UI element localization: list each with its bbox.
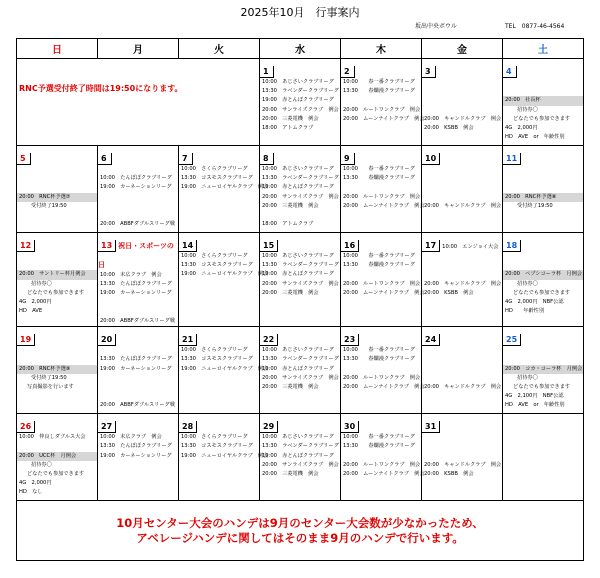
- event-line: 19:00 赤とんぼクラブリーグ: [262, 271, 334, 278]
- empty-day-cell: [503, 414, 584, 501]
- event-line: 10:00 末広クラブ 例会: [100, 272, 162, 278]
- spacer: [422, 174, 502, 183]
- day-number: 28: [179, 421, 197, 433]
- spacer: [503, 78, 583, 87]
- event-line: 10:00 仲良しダブルス大会: [19, 434, 86, 441]
- event-line: 10:00 春一番クラブリーグ: [343, 347, 415, 354]
- spacer: [503, 87, 583, 96]
- event-line: 20:00 サンライズクラブ 例会: [262, 461, 339, 468]
- event-line: 19:00 カーネーションリーグ: [100, 452, 172, 459]
- spacer: [422, 165, 502, 174]
- event-line: 20:00 KSBB 例会: [424, 289, 474, 296]
- banner-cell: [17, 59, 260, 146]
- event-line: 20:00 キャンドルクラブ 例会: [424, 202, 502, 209]
- event-line: 20:00 ムーンナイトクラブ 例会: [343, 470, 425, 477]
- day-cell: [422, 233, 503, 327]
- spacer: [422, 193, 502, 202]
- event-line: 20:00 サンライズクラブ 例会: [262, 280, 339, 287]
- day-cell: [341, 59, 425, 146]
- event-line: 20:00 KSBB 例会: [424, 124, 474, 131]
- spacer: [17, 183, 97, 192]
- day-number: 21: [179, 334, 197, 346]
- spacer: [422, 346, 502, 355]
- event-line: HD なし: [19, 489, 43, 496]
- spacer: [98, 308, 178, 317]
- event-line: 10:00 さくらクラブリーグ: [181, 253, 248, 259]
- day-number: 7: [179, 153, 193, 165]
- calendar-week: [17, 146, 584, 233]
- event-line: 19:00 カーネーションリーグ: [100, 184, 172, 191]
- event-line: 10:00 春一番クラブリーグ: [343, 79, 415, 85]
- day-cell: [341, 327, 425, 414]
- event-line: 4G 2,100円 NBF公認: [505, 393, 564, 400]
- day-number: 11: [503, 153, 521, 165]
- event-line: 20:00 キャンドルクラブ 例会: [424, 115, 502, 122]
- event-line: 18:00 アトムクラブ: [262, 221, 314, 228]
- event-line: 13:30 春爛漫クラブリーグ: [343, 175, 415, 182]
- day-cell: [17, 146, 98, 233]
- day-number: 31: [422, 421, 440, 433]
- calendar-week: [17, 327, 584, 414]
- spacer: [503, 355, 583, 364]
- spacer: [17, 174, 97, 183]
- event-line: 20:00 ABBFダブルスリーグ戦: [100, 221, 175, 228]
- event-line: 13:30 ラベンダークラブリーグ: [262, 443, 339, 450]
- spacer: [98, 374, 178, 383]
- day-cell: [422, 414, 503, 501]
- featured-event: 20:00 ペプシコーラ杯 月例会: [503, 270, 583, 279]
- event-line: 20:00 三菱電機 例会: [262, 384, 319, 390]
- day-number: 5: [17, 153, 31, 165]
- event-line: 20:00 三菱電機 例会: [262, 202, 319, 209]
- event-line: 19:00 ニューロイヤルクラブ 例会: [181, 365, 269, 372]
- featured-event: 20:00 コカ・コーラ杯 月例会: [503, 365, 583, 374]
- featured-event: 20:00 UCC杯 月例会: [17, 452, 97, 461]
- weekday-tuesday: 火: [179, 39, 260, 59]
- event-line: 20:00 ルートワンクラブ 例会: [343, 280, 421, 287]
- spacer: [422, 96, 502, 105]
- spacer: [341, 183, 421, 192]
- spacer: [98, 202, 178, 211]
- spacer: [260, 211, 340, 220]
- spacer: [341, 365, 421, 374]
- event-line: 10:00 あじさいクラブリーグ: [262, 79, 334, 85]
- day-number: 27: [98, 421, 116, 433]
- event-line: どなたでも参加できます: [27, 289, 85, 296]
- spacer: [422, 365, 502, 374]
- day-cell: [17, 233, 98, 327]
- handicap-notice-line2: アベレージハンデに関してはそのまま9月のハンデで行います。: [136, 530, 464, 545]
- day-cell: [17, 327, 98, 414]
- day-number: 14: [179, 240, 197, 252]
- day-number: 18: [503, 240, 521, 252]
- spacer: [503, 165, 583, 174]
- event-line: 20:00 ムーンナイトクラブ 例会: [343, 289, 425, 296]
- spacer: [98, 211, 178, 220]
- page-title: 2025年10月 行事案内: [240, 6, 360, 19]
- event-line: 20:00 キャンドルクラブ 例会: [424, 461, 502, 468]
- event-line: 20:00 KSBB 例会: [424, 470, 474, 477]
- day-cell: [503, 59, 584, 146]
- event-line: 20:00 三菱電機 例会: [262, 471, 319, 477]
- day-number: 20: [98, 334, 116, 346]
- day-number: 16: [341, 240, 359, 252]
- event-line: 13:30 コスモスクラブリーグ: [181, 175, 253, 182]
- day-cell: [422, 146, 503, 233]
- event-line: 招待券〇: [31, 461, 52, 468]
- weekday-sunday: 日: [17, 39, 98, 59]
- event-calendar: [16, 38, 584, 561]
- event-line: 13:30 たんぽぽクラブリーグ: [100, 281, 172, 288]
- event-line: 19:00 赤とんぼクラブリーグ: [262, 452, 334, 459]
- calendar-week: [17, 59, 584, 146]
- day-number: 15: [260, 240, 278, 252]
- spacer: [422, 374, 502, 383]
- day-cell: [17, 414, 98, 501]
- event-line: 10:00 さくらクラブリーグ: [181, 434, 248, 441]
- event-line: 10:00 末広クラブ 例会: [100, 434, 162, 441]
- handicap-notice-line1: 10月センター大会のハンデは9月のセンター大会数が少なかったため、: [116, 515, 484, 530]
- event-line: 20:00 ルートワンクラブ 例会: [343, 374, 421, 381]
- spacer: [17, 261, 97, 270]
- event-line: 13:30 コスモスクラブリーグ: [181, 356, 253, 363]
- event-line: 20:00 ルートワンクラブ 例会: [343, 193, 421, 200]
- event-line: 10:00 春一番クラブリーグ: [343, 253, 415, 259]
- holiday-label: 祝日・スポーツの日: [98, 242, 174, 269]
- day-cell: [341, 233, 425, 327]
- center-name: 坂出中央ボウル: [415, 23, 457, 30]
- event-line: 20:00 ルートワンクラブ 例会: [343, 461, 421, 468]
- day-cell: [98, 414, 179, 501]
- event-line: 19:00 ニューロイヤルクラブ 例会: [181, 452, 269, 459]
- day-cell: [260, 327, 341, 414]
- event-line: 10:00 あじさいクラブリーグ: [262, 166, 334, 172]
- day-number: 23: [341, 334, 359, 346]
- day-number: 29: [260, 421, 278, 433]
- event-line: HD 年齢性別: [505, 308, 545, 315]
- event-line: 20:00 キャンドルクラブ 例会: [424, 280, 502, 287]
- spacer: [341, 452, 421, 461]
- event-line: 19:00 カーネーションリーグ: [100, 290, 172, 297]
- day-cell: [260, 59, 341, 146]
- spacer: [341, 96, 421, 105]
- day-number: 17: [422, 240, 440, 252]
- event-line: 10:00 エンジョイ大会: [442, 244, 499, 250]
- event-line: 写真撮影を行います: [27, 383, 74, 390]
- featured-event: 20:00 サントリー杯月例会: [17, 270, 97, 279]
- day-number: 6: [98, 153, 112, 165]
- day-number: 19: [17, 334, 35, 346]
- day-number: 22: [260, 334, 278, 346]
- spacer: [422, 261, 502, 270]
- event-line: 4G 2,000円: [505, 124, 538, 131]
- event-line: 13:30 たんぽぽクラブリーグ: [100, 443, 172, 450]
- spacer: [341, 270, 421, 279]
- handicap-notice: [17, 501, 584, 561]
- spacer: [503, 346, 583, 355]
- event-line: 招待券〇: [517, 374, 538, 381]
- day-cell: [503, 327, 584, 414]
- event-line: 19:00 赤とんぼクラブリーグ: [262, 365, 334, 372]
- spacer: [422, 183, 502, 192]
- event-line: 13:30 春爛漫クラブリーグ: [343, 262, 415, 269]
- event-line: どなたでも参加できます: [513, 289, 571, 296]
- spacer: [503, 252, 583, 261]
- event-line: 受付終了19:50: [31, 202, 67, 209]
- event-line: 20:00 ABBFダブルスリーグ戦: [100, 402, 175, 409]
- event-line: 13:30 春爛漫クラブリーグ: [343, 443, 415, 450]
- event-line: 20:00 サンライズクラブ 例会: [262, 374, 339, 381]
- event-line: 10:00 春一番クラブリーグ: [343, 166, 415, 172]
- event-line: 18:00 アトムクラブ: [262, 125, 314, 132]
- spacer: [422, 78, 502, 87]
- spacer: [98, 193, 178, 202]
- spacer: [422, 355, 502, 364]
- spacer: [17, 165, 97, 174]
- event-line: 10:00 あじさいクラブリーグ: [262, 434, 334, 441]
- event-line: 13:30 春爛漫クラブリーグ: [343, 88, 415, 95]
- day-number: 30: [341, 421, 359, 433]
- day-cell: [260, 233, 341, 327]
- spacer: [98, 299, 178, 308]
- event-line: どなたでも参加できます: [27, 470, 85, 477]
- spacer: [422, 452, 502, 461]
- spacer: [503, 261, 583, 270]
- day-number: 3: [422, 66, 436, 78]
- day-cell: [98, 233, 179, 327]
- weekday-friday: 金: [422, 39, 503, 59]
- spacer: [98, 392, 178, 401]
- day-cell: [503, 233, 584, 327]
- day-number: 1: [260, 66, 274, 78]
- weekday-wednesday: 水: [260, 39, 341, 59]
- event-line: 20:00 三菱電機 例会: [262, 115, 319, 122]
- spacer: [422, 252, 502, 261]
- event-line: 20:00 サンライズクラブ 例会: [262, 106, 339, 113]
- phone-number: TEL 0877-46-4564: [505, 23, 565, 30]
- event-line: 10:00 あじさいクラブリーグ: [262, 253, 334, 259]
- spacer: [422, 87, 502, 96]
- day-number: 13: [98, 240, 116, 252]
- event-line: 19:00 赤とんぼクラブリーグ: [262, 184, 334, 191]
- spacer: [503, 183, 583, 192]
- spacer: [503, 174, 583, 183]
- day-number: 25: [503, 334, 521, 346]
- event-line: 19:00 ニューロイヤルクラブ 例会: [181, 271, 269, 278]
- event-line: 10:00 春一番クラブリーグ: [343, 434, 415, 441]
- spacer: [422, 433, 502, 442]
- event-line: 13:30 ラベンダークラブリーグ: [262, 356, 339, 363]
- event-line: 13:30 ラベンダークラブリーグ: [262, 175, 339, 182]
- spacer: [17, 355, 97, 364]
- event-line: 13:30 コスモスクラブリーグ: [181, 262, 253, 269]
- event-line: 10:00 あじさいクラブリーグ: [262, 347, 334, 354]
- featured-event: 20:00 RNC杯予選⑦: [17, 193, 97, 202]
- spacer: [17, 252, 97, 261]
- spacer: [17, 346, 97, 355]
- event-line: 20:00 ABBFダブルスリーグ戦: [100, 317, 175, 324]
- event-line: 20:00 ムーンナイトクラブ 例会: [343, 202, 425, 209]
- day-number: 24: [422, 334, 440, 346]
- event-line: 受付終了19:50: [517, 202, 553, 209]
- day-number: 4: [503, 66, 517, 78]
- spacer: [98, 165, 178, 174]
- event-line: 13:30 ラベンダークラブリーグ: [262, 88, 339, 95]
- event-line: 招待券〇: [517, 280, 538, 287]
- event-line: 招待券〇: [517, 106, 538, 113]
- event-line: どなたでも参加できます: [513, 383, 571, 390]
- day-cell: [503, 146, 584, 233]
- event-line: 受付終了19:50: [31, 374, 67, 381]
- calendar-week: [17, 233, 584, 327]
- spacer: [422, 106, 502, 115]
- day-cell: [422, 59, 503, 146]
- day-cell: [98, 327, 179, 414]
- rnc-deadline-banner: RNC予選受付終了時間は19:50になります。: [19, 84, 183, 93]
- event-line: 13:30 たんぽぽクラブリーグ: [100, 356, 172, 363]
- featured-event: 20:00 RNC杯予選⑨: [17, 365, 97, 374]
- featured-event: 20:00 社長杯: [503, 96, 583, 105]
- event-line: 20:00 三菱電機 例会: [262, 289, 319, 296]
- event-line: 19:00 ニューロイヤルクラブ 例会: [181, 184, 269, 191]
- featured-event: 20:00 RNC杯予選⑧: [503, 193, 583, 202]
- spacer: [98, 383, 178, 392]
- event-line: 20:00 ムーンナイトクラブ 例会: [343, 383, 425, 390]
- day-number: 10: [422, 153, 440, 165]
- event-line: 20:00 ムーンナイトクラブ 例会: [343, 115, 425, 122]
- spacer: [422, 271, 502, 280]
- day-number: 2: [341, 66, 355, 78]
- weekday-saturday: 土: [503, 39, 584, 59]
- day-number: 9: [341, 153, 355, 165]
- event-line: HD AVE or 年齢性別: [505, 402, 565, 409]
- event-line: 13:30 コスモスクラブリーグ: [181, 443, 253, 450]
- weekday-thursday: 木: [341, 39, 422, 59]
- event-line: 10:00 さくらクラブリーグ: [181, 166, 248, 172]
- event-line: 4G 2,000円: [19, 298, 52, 305]
- weekday-monday: 月: [98, 39, 179, 59]
- event-line: 4G 2,000円 NBF公認: [505, 298, 564, 305]
- day-cell: [179, 146, 269, 233]
- event-line: 13:30 ラベンダークラブリーグ: [262, 262, 339, 269]
- event-line: 4G 2,000円: [19, 480, 52, 487]
- event-line: 20:00 キャンドルクラブ 例会: [424, 383, 502, 390]
- event-line: HD AVE: [19, 308, 43, 315]
- day-cell: [341, 146, 425, 233]
- event-line: 19:00 赤とんぼクラブリーグ: [262, 97, 334, 104]
- day-cell: [422, 327, 503, 414]
- event-line: 13:30 春爛漫クラブリーグ: [343, 356, 415, 363]
- weekday-header: [17, 39, 584, 59]
- day-cell: [260, 414, 341, 501]
- event-line: 20:00 サンライズクラブ 例会: [262, 193, 339, 200]
- day-cell: [260, 146, 341, 233]
- spacer: [98, 346, 178, 355]
- day-cell: [98, 146, 179, 233]
- event-line: 招待券〇: [31, 280, 52, 287]
- spacer: [17, 442, 97, 451]
- day-number: 26: [17, 421, 35, 433]
- calendar-week: [17, 414, 584, 501]
- event-line: 10:00 たんぽぽクラブリーグ: [100, 175, 172, 182]
- event-line: HD AVE or 年齢性別: [505, 134, 565, 141]
- event-line: 20:00 ルートワンクラブ 例会: [343, 106, 421, 113]
- day-number: 8: [260, 153, 274, 165]
- event-line: どなたでも参加できます: [513, 115, 571, 122]
- spacer: [422, 442, 502, 451]
- event-line: 19:00 カーネーションリーグ: [100, 365, 172, 372]
- day-cell: [341, 414, 425, 501]
- day-number: 12: [17, 240, 35, 252]
- event-line: 10:00 さくらクラブリーグ: [181, 347, 248, 354]
